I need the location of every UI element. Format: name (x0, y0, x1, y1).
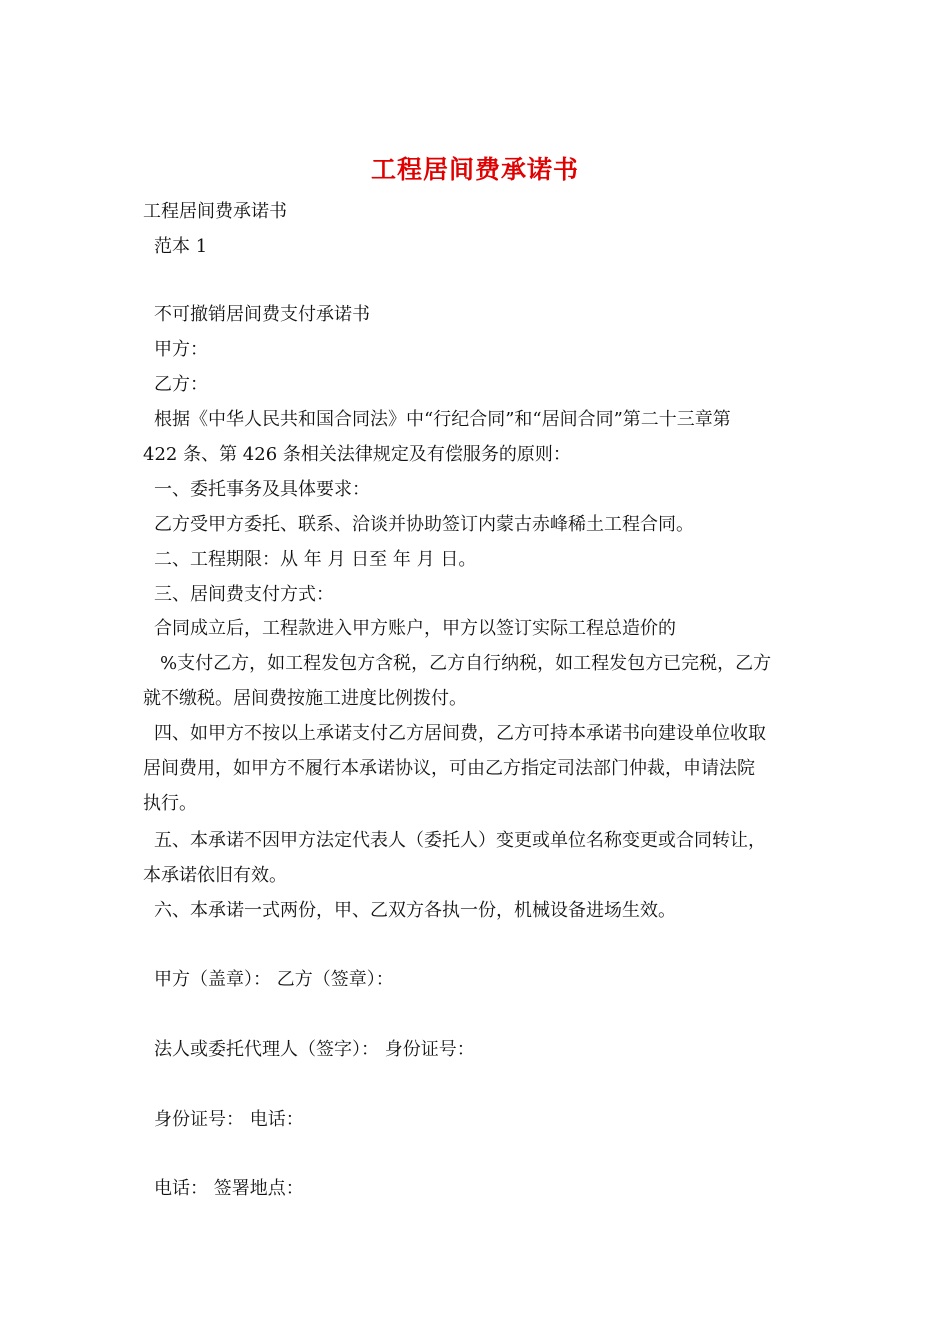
text-line: 执行。 (143, 793, 197, 814)
text-line: 合同成立后，工程款进入甲方账户，甲方以签订实际工程总造价的 (154, 618, 676, 639)
text-line: 六、本承诺一式两份，甲、乙双方各执一份，机械设备进场生效。 (154, 900, 676, 921)
text-line: 五、本承诺不因甲方法定代表人（委托人）变更或单位名称变更或合同转让， (154, 830, 766, 851)
text-line: 本承诺依旧有效。 (143, 865, 287, 886)
text-line: 422 条、第 426 条相关法律规定及有偿服务的原则： (143, 444, 571, 465)
text-line: 范本 1 (154, 236, 208, 257)
text-line: 就不缴税。居间费按施工进度比例拨付。 (143, 688, 467, 709)
signature-line: 甲方（盖章）： 乙方（签章）： (154, 969, 394, 990)
text-line: 一、委托事务及具体要求： (154, 479, 370, 500)
text-line: %支付乙方，如工程发包方含税，乙方自行纳税，如工程发包方已完税，乙方 (160, 653, 772, 674)
text-line: 甲方： (154, 339, 208, 360)
text-line: 根据《中华人民共和国合同法》中“行纪合同”和“居间合同”第二十三章第 (154, 409, 731, 430)
text-line: 不可撤销居间费支付承诺书 (154, 304, 370, 325)
text-line: 居间费用，如甲方不履行本承诺协议，可由乙方指定司法部门仲裁，申请法院 (143, 758, 755, 779)
text-line: 三、居间费支付方式： (154, 584, 334, 605)
text-line: 乙方： (154, 374, 208, 395)
text-line: 工程居间费承诺书 (143, 201, 287, 222)
text-line: 二、工程期限：从 年 月 日至 年 月 日。 (154, 549, 477, 570)
text-line: 四、如甲方不按以上承诺支付乙方居间费，乙方可持本承诺书向建设单位收取 (154, 723, 766, 744)
signature-line: 法人或委托代理人（签字）： 身份证号： (154, 1039, 475, 1060)
signature-line: 电话： 签署地点： (154, 1178, 304, 1199)
document-title: 工程居间费承诺书 (370, 155, 579, 184)
text-line: 乙方受甲方委托、联系、洽谈并协助签订内蒙古赤峰稀土工程合同。 (154, 514, 694, 535)
signature-line: 身份证号： 电话： (154, 1109, 304, 1130)
